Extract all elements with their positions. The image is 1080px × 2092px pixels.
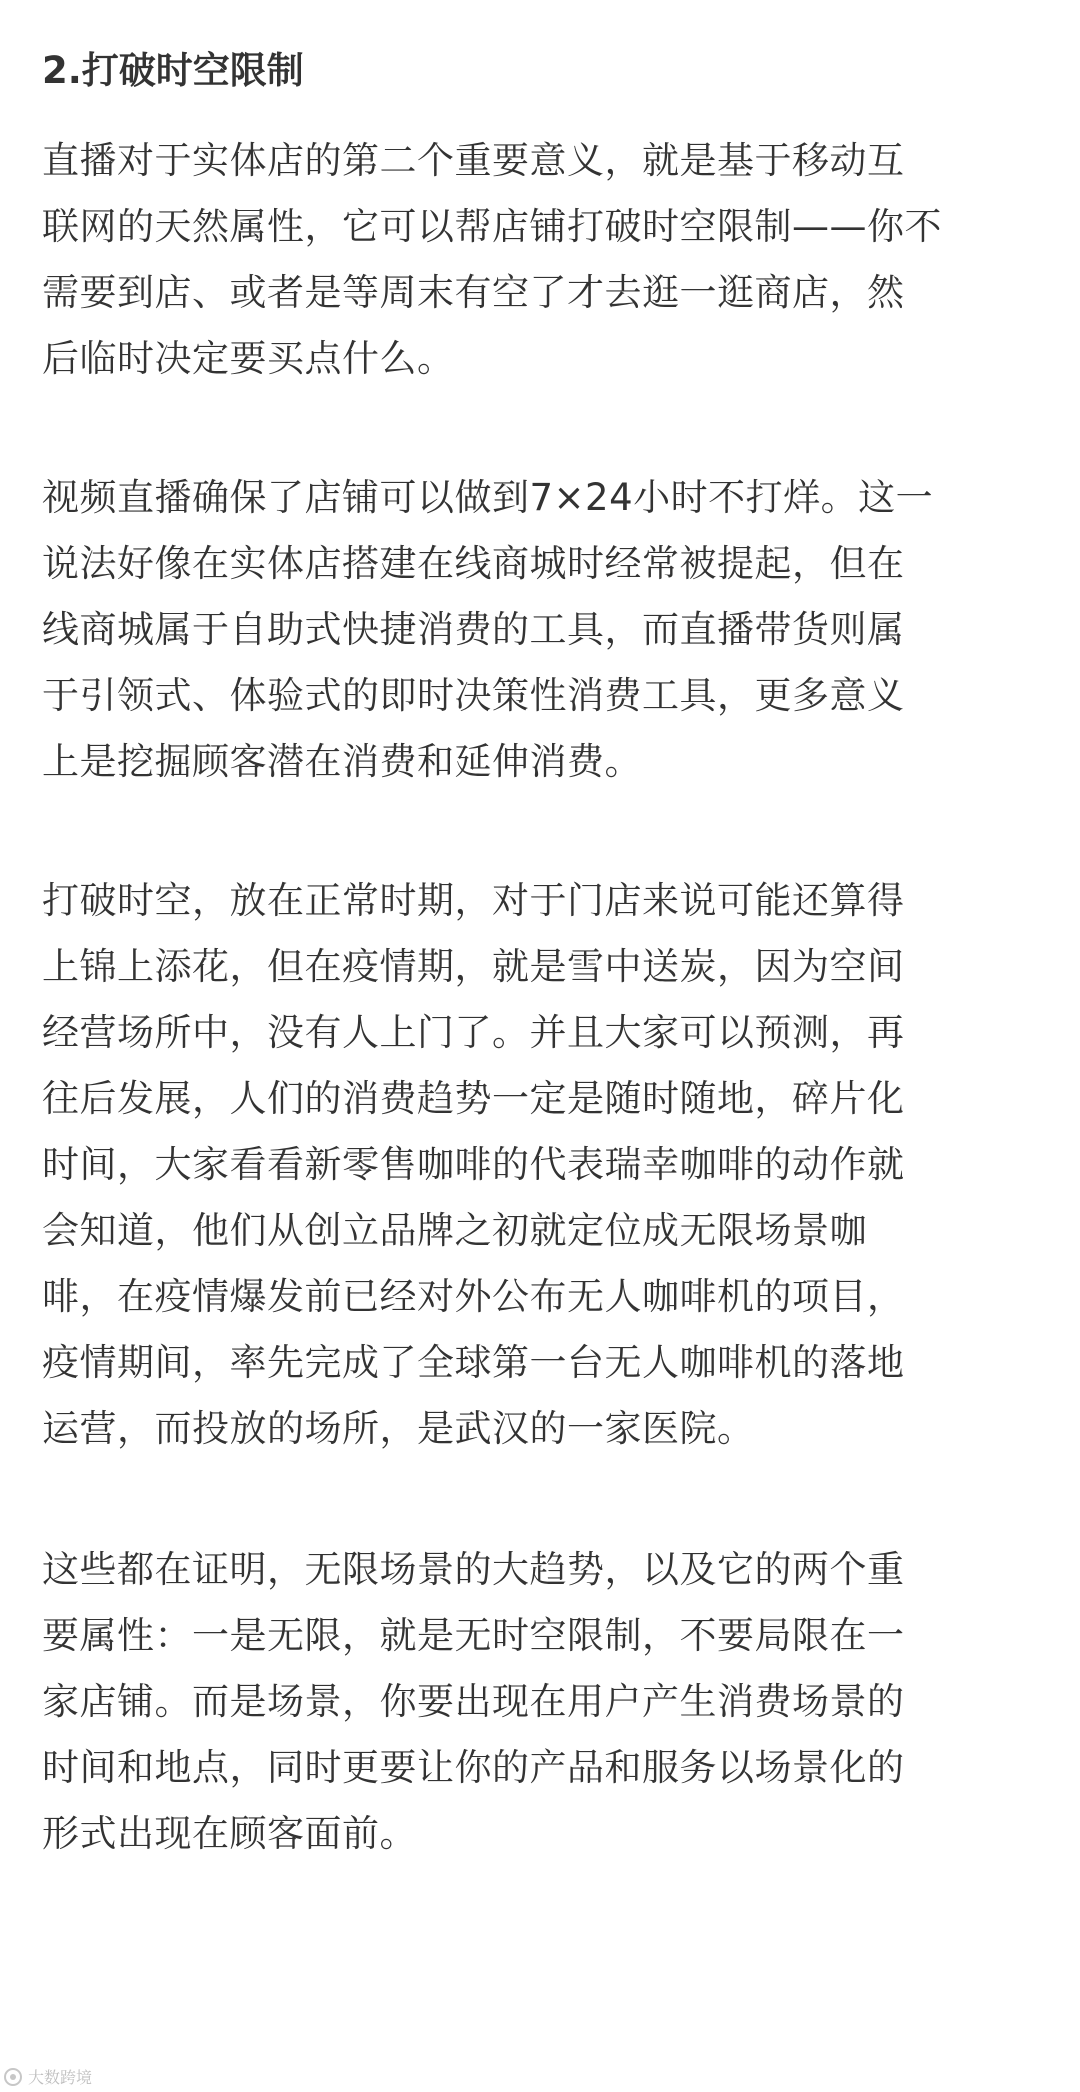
paragraph-3-line-5: 时间，大家看看新零售咖啡的代表瑞幸咖啡的动作就 <box>42 1143 905 1186</box>
paragraph-2-line-4: 于引领式、体验式的即时决策性消费工具，更多意义 <box>42 674 905 717</box>
paragraph-4-line-5: 形式出现在顾客面前。 <box>42 1812 417 1855</box>
paragraph-2-line-2: 说法好像在实体店搭建在线商城时经常被提起，但在 <box>42 542 905 585</box>
paragraph-4-line-1: 这些都在证明，无限场景的大趋势，以及它的两个重 <box>42 1548 905 1591</box>
paragraph-2-line-5: 上是挖掘顾客潜在消费和延伸消费。 <box>42 740 642 783</box>
paragraph-3-line-6: 会知道，他们从创立品牌之初就定位成无限场景咖 <box>42 1209 867 1252</box>
paragraph-4-line-2: 要属性：一是无限，就是无时空限制，不要局限在一 <box>42 1614 905 1657</box>
watermark-text: 大数跨境 <box>28 2068 93 2087</box>
watermark <box>4 2065 92 2088</box>
paragraph-3-line-1: 打破时空，放在正常时期，对于门店来说可能还算得 <box>42 879 905 922</box>
paragraph-4-line-3: 家店铺。而是场景，你要出现在用户产生消费场景的 <box>42 1680 905 1723</box>
paragraph-1-line-4: 后临时决定要买点什么。 <box>42 337 455 380</box>
paragraph-1-line-1: 直播对于实体店的第二个重要意义，就是基于移动互 <box>42 139 905 182</box>
paragraph-1-line-3: 需要到店、或者是等周末有空了才去逛一逛商店，然 <box>42 271 905 314</box>
paragraph-2-line-1: 视频直播确保了店铺可以做到7×24小时不打烊。这一 <box>42 476 934 519</box>
paragraph-2-line-3: 线商城属于自助式快捷消费的工具，而直播带货则属 <box>42 608 905 651</box>
paragraph-3-line-4: 往后发展，人们的消费趋势一定是随时随地，碎片化 <box>42 1077 905 1120</box>
paragraph-3-line-8: 疫情期间，率先完成了全球第一台无人咖啡机的落地 <box>42 1341 905 1384</box>
paragraph-3-line-9: 运营，而投放的场所，是武汉的一家医院。 <box>42 1407 755 1450</box>
paragraph-3-line-7: 啡，在疫情爆发前已经对外公布无人咖啡机的项目， <box>42 1275 905 1318</box>
paragraph-3-line-2: 上锦上添花，但在疫情期，就是雪中送炭，因为空间 <box>42 945 905 988</box>
watermark-logo-icon <box>4 2068 22 2086</box>
paragraph-4-line-4: 时间和地点，同时更要让你的产品和服务以场景化的 <box>42 1746 905 1789</box>
paragraph-3-line-3: 经营场所中，没有人上门了。并且大家可以预测，再 <box>42 1011 905 1054</box>
section-heading: 2.打破时空限制 <box>42 49 304 92</box>
paragraph-1-line-2: 联网的天然属性，它可以帮店铺打破时空限制——你不 <box>42 205 942 248</box>
